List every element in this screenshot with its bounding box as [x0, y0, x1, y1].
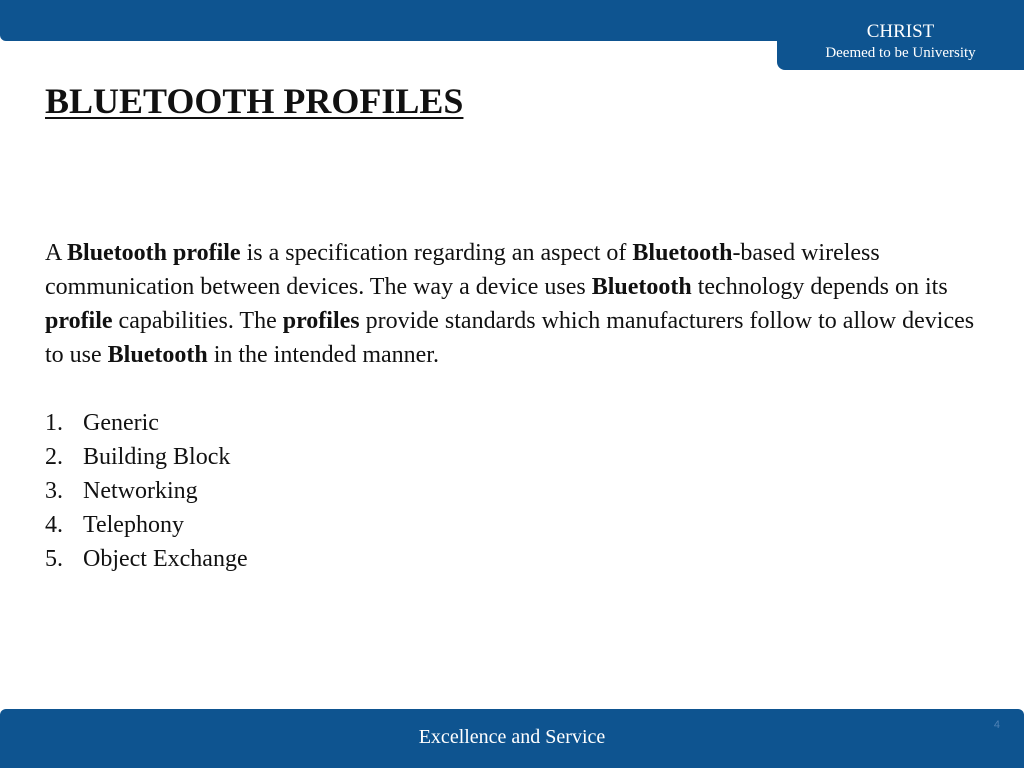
list-item	[45, 508, 985, 542]
list-item	[45, 406, 985, 440]
bold-term: Bluetooth profile	[67, 240, 241, 266]
list-item-label: Building Block	[83, 444, 231, 470]
list-item-label: Telephony	[83, 512, 184, 538]
list-item-number: 5.	[45, 546, 63, 572]
bold-term: profiles	[282, 308, 360, 334]
list-item-label: Networking	[83, 478, 198, 504]
list-item	[45, 474, 985, 508]
bold-term: Bluetooth	[591, 274, 692, 300]
brand-name: CHRIST	[866, 21, 935, 42]
paragraph-text: capabilities. The	[112, 308, 283, 334]
university-brand	[777, 0, 1024, 70]
bold-term: Bluetooth	[632, 240, 733, 266]
paragraph-text: technology depends on its	[691, 274, 948, 300]
intro-paragraph	[45, 236, 985, 372]
bold-term: profile	[45, 308, 113, 334]
bold-term: Bluetooth	[107, 342, 208, 368]
paragraph-text: A	[45, 240, 68, 266]
list-item-number: 2.	[45, 444, 63, 470]
footer-motto: Excellence and Service	[418, 726, 606, 748]
paragraph-text: is a specification regarding an aspect of	[240, 240, 633, 266]
list-item-label: Object Exchange	[83, 546, 248, 572]
slide-title: BLUETOOTH PROFILES	[45, 81, 464, 121]
footer-bar	[0, 709, 1024, 768]
profile-list	[45, 406, 985, 576]
slide-content	[45, 236, 985, 576]
list-item	[45, 440, 985, 474]
list-item-number: 3.	[45, 478, 63, 504]
paragraph-text: provide standards which manufacturers follow to allow devices to use	[45, 308, 975, 368]
list-item	[45, 542, 985, 576]
page-number: 4	[993, 719, 1000, 731]
list-item-number: 1.	[45, 410, 63, 436]
brand-subtitle: Deemed to be University	[825, 45, 976, 61]
list-item-number: 4.	[45, 512, 63, 538]
list-item-label: Generic	[83, 410, 159, 436]
paragraph-text: in the intended manner.	[207, 342, 439, 368]
paragraph-text: -based wireless communication between devices. The way a device uses	[45, 240, 880, 300]
